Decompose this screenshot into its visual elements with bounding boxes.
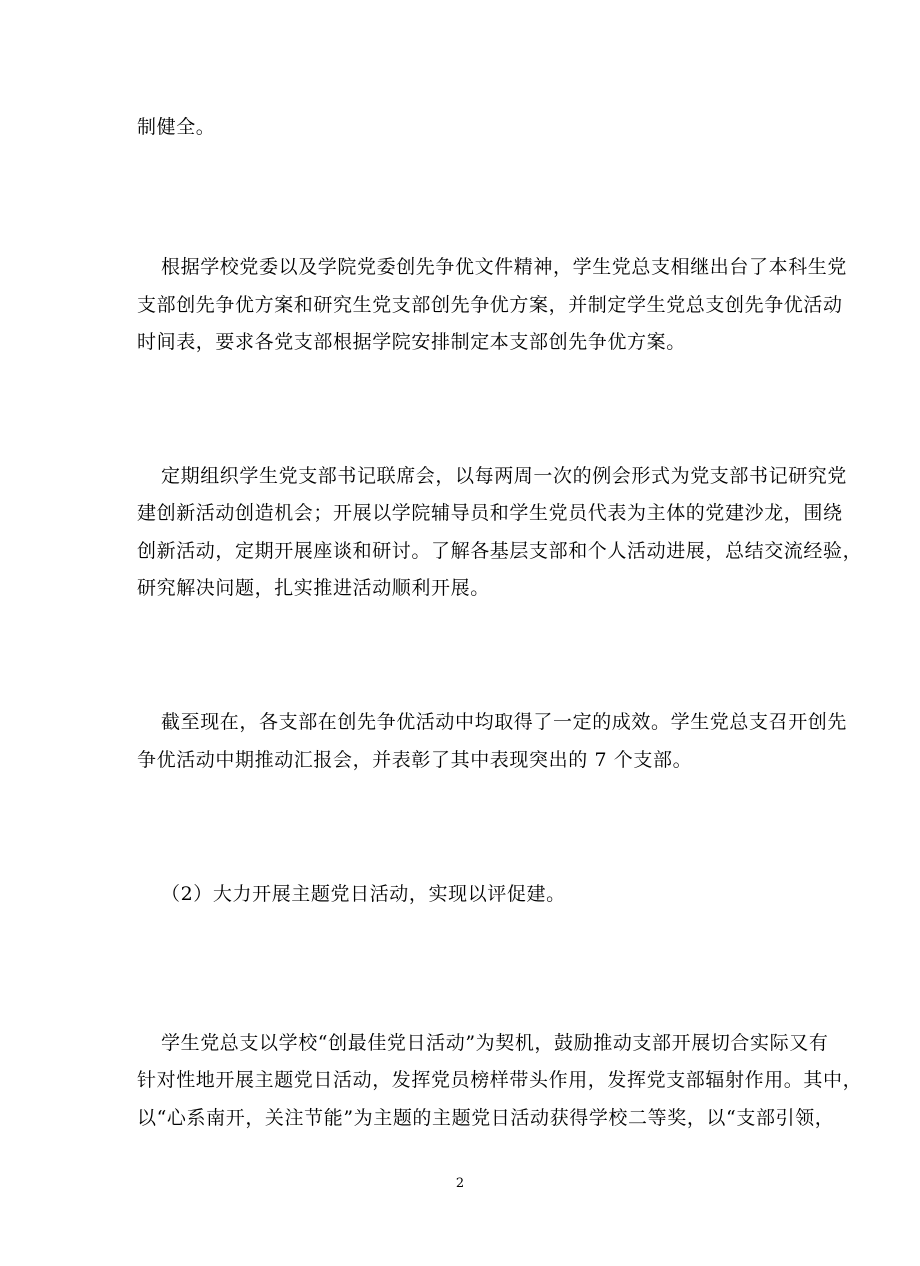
paragraph-line: 建创新活动创造机会；开展以学院辅导员和学生党员代表为主体的党建沙龙，围绕 bbox=[137, 502, 843, 524]
paragraph-line: 以“心系南开，关注节能”为主题的主题党日活动获得学校二等奖，以“支部引领， bbox=[137, 1107, 835, 1129]
paragraph-line: 研究解决问题，扎实推进活动顺利开展。 bbox=[137, 577, 490, 599]
paragraph-line: 创新活动，定期开展座谈和研讨。了解各基层支部和个人活动进展，总结交流经验， bbox=[137, 540, 863, 562]
paragraph-line: 支部创先争优方案和研究生党支部创先争优方案，并制定学生党总支创先争优活动 bbox=[137, 294, 843, 316]
paragraph-line: 制健全。 bbox=[137, 116, 216, 138]
paragraph-line: 定期组织学生党支部书记联席会，以每两周一次的例会形式为党支部书记研究党 bbox=[161, 465, 848, 487]
paragraph-line: 争优活动中期推动汇报会，并表彰了其中表现突出的 7 个支部。 bbox=[137, 749, 693, 771]
paragraph-line: 学生党总支以学校“创最佳党日活动”为契机，鼓励推动支部开展切合实际又有 bbox=[161, 1032, 829, 1054]
paragraph-line: 时间表，要求各党支部根据学院安排制定本支部创先争优方案。 bbox=[137, 331, 686, 353]
page-number: 2 bbox=[455, 1176, 465, 1191]
paragraph-line: 截至现在，各支部在创先争优活动中均取得了一定的成效。学生党总支召开创先 bbox=[161, 711, 848, 733]
paragraph-line: 针对性地开展主题党日活动，发挥党员榜样带头作用，发挥党支部辐射作用。其中， bbox=[137, 1069, 863, 1091]
paragraph-line: 根据学校党委以及学院党委创先争优文件精神，学生党总支相继出台了本科生党 bbox=[161, 256, 848, 278]
section-heading: （2）大力开展主题党日活动，实现以评促建。 bbox=[161, 883, 566, 905]
